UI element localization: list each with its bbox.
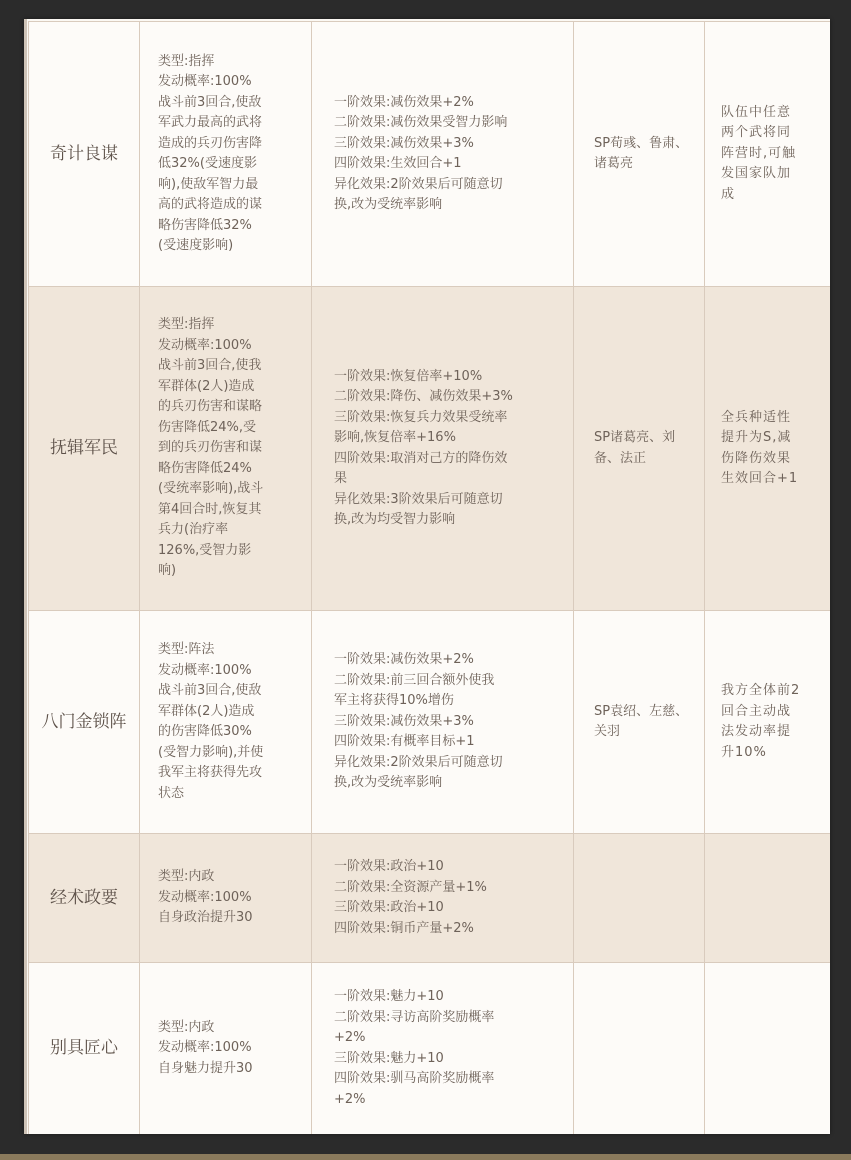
- tactic-bonus-line: 伤降伤效果: [721, 450, 792, 466]
- tactic-description: [140, 834, 312, 963]
- table-row: [29, 22, 831, 287]
- tactic-bonus: [705, 611, 831, 834]
- tactic-description-line: 造成的兵刃伤害降: [158, 135, 263, 151]
- tactic-effects-line: 异化效果:2阶效果后可随意切: [334, 176, 503, 192]
- tactic-effects-line: 一阶效果:减伤效果+2%: [334, 652, 474, 668]
- tactic-effects-line: 军主将获得10%增伤: [334, 693, 454, 709]
- tactic-generals: [574, 834, 705, 963]
- tactic-description-line: 类型:阵法: [158, 642, 215, 657]
- tactic-generals-line: SP袁绍、左慈、: [594, 703, 689, 719]
- tactic-effects: [312, 611, 574, 834]
- tactic-effects-line: 异化效果:2阶效果后可随意切: [334, 754, 503, 770]
- tactic-effects-line: 一阶效果:魅力+10: [334, 989, 444, 1004]
- tactic-description: [140, 963, 312, 1135]
- tactic-description-line: 自身魅力提升30: [158, 1060, 253, 1076]
- tactic-description-line: 略伤害降低24%: [158, 460, 252, 476]
- tactic-name: 抚辑军民: [29, 287, 140, 611]
- tactics-table-body: [29, 22, 831, 1135]
- tactic-description-line: 第4回合时,恢复其: [158, 501, 262, 517]
- tactic-bonus-line: 发国家队加: [721, 166, 792, 182]
- tactic-effects-line: +2%: [334, 1030, 366, 1045]
- tactic-effects-line: 四阶效果:有概率目标+1: [334, 734, 475, 750]
- tactic-effects-line: 二阶效果:降伤、减伤效果+3%: [334, 389, 513, 404]
- tactic-description-line: 战斗前3回合,使敌: [158, 94, 262, 110]
- tactic-description-line: 略伤害降低32%: [158, 217, 252, 233]
- tactic-effects-line: 二阶效果:减伤效果受智力影响: [334, 115, 508, 130]
- tactic-effects-line: 一阶效果:恢复倍率+10%: [334, 368, 483, 384]
- tactic-effects-line: 换,改为受统率影响: [334, 197, 443, 212]
- tactic-bonus-line: 回合主动战: [721, 703, 792, 719]
- tactic-description-line: 军群体(2人)造成: [158, 703, 255, 719]
- tactic-description-line: 战斗前3回合,使我: [158, 358, 262, 374]
- tactic-description-line: 低32%(受速度影: [158, 156, 257, 171]
- tactic-description-line: 发动概率:100%: [158, 662, 252, 678]
- tactic-description-line: 类型:指挥: [158, 317, 215, 333]
- tactic-description-line: 军武力最高的武将: [158, 115, 263, 130]
- tactic-description-line: 高的武将造成的谋: [158, 197, 263, 212]
- tactic-generals: [574, 611, 705, 834]
- tactic-generals-line: 关羽: [594, 724, 621, 739]
- table-row: [29, 287, 831, 611]
- tactic-effects-line: 四阶效果:取消对己方的降伤效: [334, 450, 508, 466]
- tactic-description-line: 类型:内政: [158, 869, 215, 885]
- sheet-edge: [24, 19, 27, 1134]
- tactic-generals-line: SP荀彧、鲁肃、: [594, 135, 689, 151]
- tactic-description: [140, 287, 312, 611]
- tactic-bonus: [705, 963, 831, 1135]
- tactic-name: 经术政要: [29, 834, 140, 963]
- tactic-description-line: (受智力影响),并使: [158, 744, 264, 760]
- table-row: [29, 611, 831, 834]
- tactic-generals: [574, 22, 705, 287]
- tactic-effects-line: 三阶效果:减伤效果+3%: [334, 135, 474, 151]
- tactic-description-line: 发动概率:100%: [158, 337, 252, 353]
- tactic-description-line: 兵力(治疗率: [158, 522, 229, 538]
- tactic-effects-line: 四阶效果:生效回合+1: [334, 156, 462, 171]
- tactic-effects: [312, 963, 574, 1135]
- tactic-description-line: 自身政治提升30: [158, 910, 253, 926]
- tactic-effects: [312, 834, 574, 963]
- tactics-table: [28, 21, 830, 1134]
- tactic-description-line: 响),使敌军智力最: [158, 176, 259, 192]
- tactic-bonus-line: 全兵种适性: [721, 409, 792, 425]
- tactic-effects-line: 二阶效果:前三回合额外使我: [334, 672, 495, 688]
- tactic-bonus-line: 法发动率提: [721, 724, 792, 739]
- tactic-effects-line: 三阶效果:减伤效果+3%: [334, 713, 474, 729]
- tactic-bonus-line: 生效回合+1: [721, 471, 799, 486]
- tactic-effects-line: 一阶效果:政治+10: [334, 859, 444, 874]
- tactic-effects-line: 三阶效果:恢复兵力效果受统率: [334, 409, 508, 425]
- tactic-bonus-line: 升10%: [721, 744, 767, 760]
- tactic-description-line: 126%,受智力影: [158, 542, 252, 558]
- table-row: [29, 963, 831, 1135]
- tactic-generals: [574, 287, 705, 611]
- tactic-description-line: 发动概率:100%: [158, 889, 252, 905]
- tactic-description-line: 伤害降低24%,受: [158, 419, 257, 435]
- tactic-description-line: 发动概率:100%: [158, 1040, 252, 1056]
- tactic-effects-line: 一阶效果:减伤效果+2%: [334, 94, 474, 110]
- tactic-description-line: 战斗前3回合,使敌: [158, 683, 262, 698]
- tactic-generals-line: 诸葛亮: [594, 156, 634, 171]
- tactic-bonus: [705, 834, 831, 963]
- tactic-description: [140, 611, 312, 834]
- tactic-description-line: 的伤害降低30%: [158, 724, 252, 739]
- tactic-description-line: 响): [158, 563, 177, 579]
- tactic-effects-line: 果: [334, 471, 348, 486]
- tactic-description-line: (受速度影响): [158, 238, 234, 253]
- bottom-bar: [0, 1154, 851, 1160]
- tactic-effects-line: 影响,恢复倍率+16%: [334, 430, 456, 445]
- tactic-effects-line: 三阶效果:魅力+10: [334, 1050, 444, 1066]
- tactic-description-line: 状态: [158, 785, 185, 801]
- tactic-effects-line: +2%: [334, 1091, 366, 1107]
- tactic-description: [140, 22, 312, 287]
- tactic-effects-line: 四阶效果:铜币产量+2%: [334, 920, 474, 936]
- tactic-description-line: 发动概率:100%: [158, 74, 252, 89]
- tactic-bonus-line: 两个武将同: [721, 125, 792, 141]
- tactic-effects: [312, 287, 574, 611]
- tactic-description-line: 的兵刃伤害和谋略: [158, 399, 263, 415]
- tactic-name: 奇计良谋: [29, 22, 140, 287]
- tactic-effects-line: 换,改为受统率影响: [334, 775, 443, 791]
- tactic-description-line: 我军主将获得先攻: [158, 765, 263, 780]
- tactic-name: 别具匠心: [29, 963, 140, 1135]
- tactic-description-line: 军群体(2人)造成: [158, 378, 255, 394]
- table-row: [29, 834, 831, 963]
- tactic-description-line: 类型:内政: [158, 1019, 215, 1035]
- tactic-generals: [574, 963, 705, 1135]
- tactic-bonus: [705, 22, 831, 287]
- tactic-name: 八门金锁阵: [29, 611, 140, 834]
- tactic-effects-line: 四阶效果:驯马高阶奖励概率: [334, 1071, 495, 1086]
- tactic-description-line: 到的兵刃伤害和谋: [158, 440, 263, 456]
- tactic-description-line: 类型:指挥: [158, 53, 215, 69]
- document-sheet: [24, 19, 830, 1134]
- tactic-effects-line: 二阶效果:全资源产量+1%: [334, 879, 487, 895]
- tactic-effects-line: 换,改为均受智力影响: [334, 512, 456, 527]
- tactic-effects-line: 异化效果:3阶效果后可随意切: [334, 491, 503, 507]
- tactic-bonus: [705, 287, 831, 611]
- tactic-bonus-line: 队伍中任意: [721, 104, 792, 120]
- tactic-description-line: (受统率影响),战斗: [158, 481, 264, 497]
- tactic-bonus-line: 阵营时,可触: [721, 145, 797, 161]
- tactic-generals-line: SP诸葛亮、刘: [594, 430, 676, 445]
- tactic-bonus-line: 成: [721, 186, 736, 202]
- tactic-effects: [312, 22, 574, 287]
- tactic-effects-line: 二阶效果:寻访高阶奖励概率: [334, 1009, 495, 1025]
- tactic-bonus-line: 提升为S,减: [721, 430, 792, 445]
- tactic-bonus-line: 我方全体前2: [721, 683, 801, 698]
- tactic-effects-line: 三阶效果:政治+10: [334, 900, 444, 915]
- tactic-generals-line: 备、法正: [594, 450, 647, 466]
